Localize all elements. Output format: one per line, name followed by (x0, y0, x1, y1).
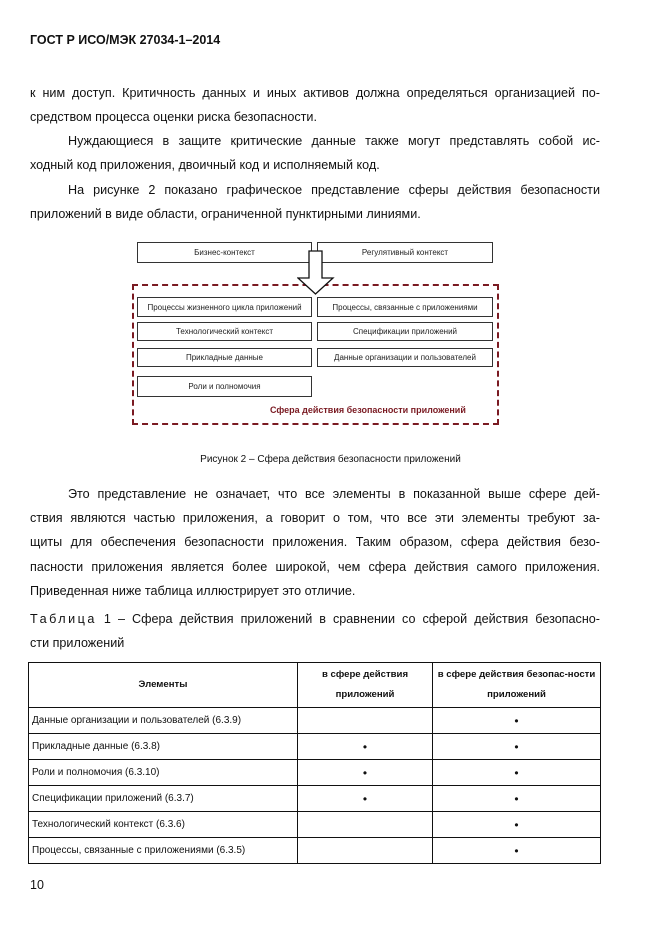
table-title-line2: сти приложений (30, 636, 125, 651)
text-line: средством процесса оценки риска безопасности. (30, 110, 317, 125)
box-regulatory-context: Регулятивный контекст (317, 242, 493, 263)
marker-cell: • (298, 786, 433, 812)
text-line: щиты для обеспечения безопасности приложения. Таким образом, сфера действия безо- (30, 535, 600, 550)
marker-cell: • (298, 734, 433, 760)
table-row (29, 786, 601, 812)
element-cell: Технологический контекст (6.3.6) (29, 812, 298, 838)
paragraph-2 (30, 129, 600, 177)
text-line: пасности приложения является более широкой, чем сфера действия самого приложения. (30, 559, 600, 574)
element-cell: Спецификации приложений (6.3.7) (29, 786, 298, 812)
text-line: к ним доступ. Критичность данных и иных активов должна определяться организацией по- (30, 86, 600, 100)
scope-label: Сфера действия безопасности приложений (270, 405, 466, 415)
paragraph-3 (30, 178, 600, 226)
marker-cell: • (298, 760, 433, 786)
marker-cell: • (433, 734, 601, 760)
header-security-scope: в сфере действия безопас-ности приложений (433, 663, 601, 708)
text-line: Это представление не означает, что все элементы в показанной выше сфере дей- (68, 487, 600, 501)
marker-cell (298, 838, 433, 864)
text-line: ходный код приложения, двоичный код и исполняемый код. (30, 158, 380, 173)
box-org-user-data: Данные организации и пользователей (317, 348, 493, 367)
text-line: Приведенная ниже таблица иллюстрирует это отличие. (30, 583, 356, 598)
table-row (29, 708, 601, 734)
marker-cell (298, 812, 433, 838)
table-title: 1 – Сфера действия приложений в сравнении со сферой действия безопасно- (96, 612, 600, 626)
text-line: На рисунке 2 показано графическое представление сферы действия безопасности (68, 183, 600, 197)
arrow-down-icon (297, 250, 335, 296)
table-label: Таблица (30, 612, 97, 626)
table-row (29, 760, 601, 786)
marker-cell: • (433, 786, 601, 812)
box-app-data: Прикладные данные (137, 348, 312, 367)
element-cell: Прикладные данные (6.3.8) (29, 734, 298, 760)
figure-caption: Рисунок 2 – Сфера действия безопасности приложений (200, 454, 461, 465)
table-row (29, 734, 601, 760)
box-roles: Роли и полномочия (137, 376, 312, 397)
marker-cell: • (433, 838, 601, 864)
text-line: ствия являются частью приложения, а говорит о том, что все эти элементы требуют за- (30, 511, 600, 526)
box-tech-context: Технологический контекст (137, 322, 312, 341)
comparison-table (28, 662, 601, 864)
element-cell: Роли и полномочия (6.3.10) (29, 760, 298, 786)
header-app-scope: в сфере действия приложений (298, 663, 433, 708)
page-number: 10 (30, 878, 44, 892)
text-line: приложений в виде области, ограниченной пунктирными линиями. (30, 207, 421, 222)
paragraph-4 (30, 482, 600, 603)
table-row (29, 812, 601, 838)
paragraph-1 (30, 81, 600, 129)
box-app-specs: Спецификации приложений (317, 322, 493, 341)
document-header: ГОСТ Р ИСО/МЭК 27034-1–2014 (30, 33, 221, 47)
box-app-processes: Процессы, связанные с приложениями (317, 297, 493, 317)
header-elements: Элементы (29, 663, 298, 708)
marker-cell (298, 708, 433, 734)
box-business-context: Бизнес-контекст (137, 242, 312, 263)
marker-cell: • (433, 812, 601, 838)
marker-cell: • (433, 760, 601, 786)
table-row (29, 838, 601, 864)
text-line: Нуждающиеся в защите критические данные также могут представлять собой ис- (68, 134, 600, 148)
marker-cell: • (433, 708, 601, 734)
table-caption (30, 607, 600, 655)
box-lifecycle-processes: Процессы жизненного цикла приложений (137, 297, 312, 317)
element-cell: Данные организации и пользователей (6.3.9) (29, 708, 298, 734)
element-cell: Процессы, связанные с приложениями (6.3.5) (29, 838, 298, 864)
